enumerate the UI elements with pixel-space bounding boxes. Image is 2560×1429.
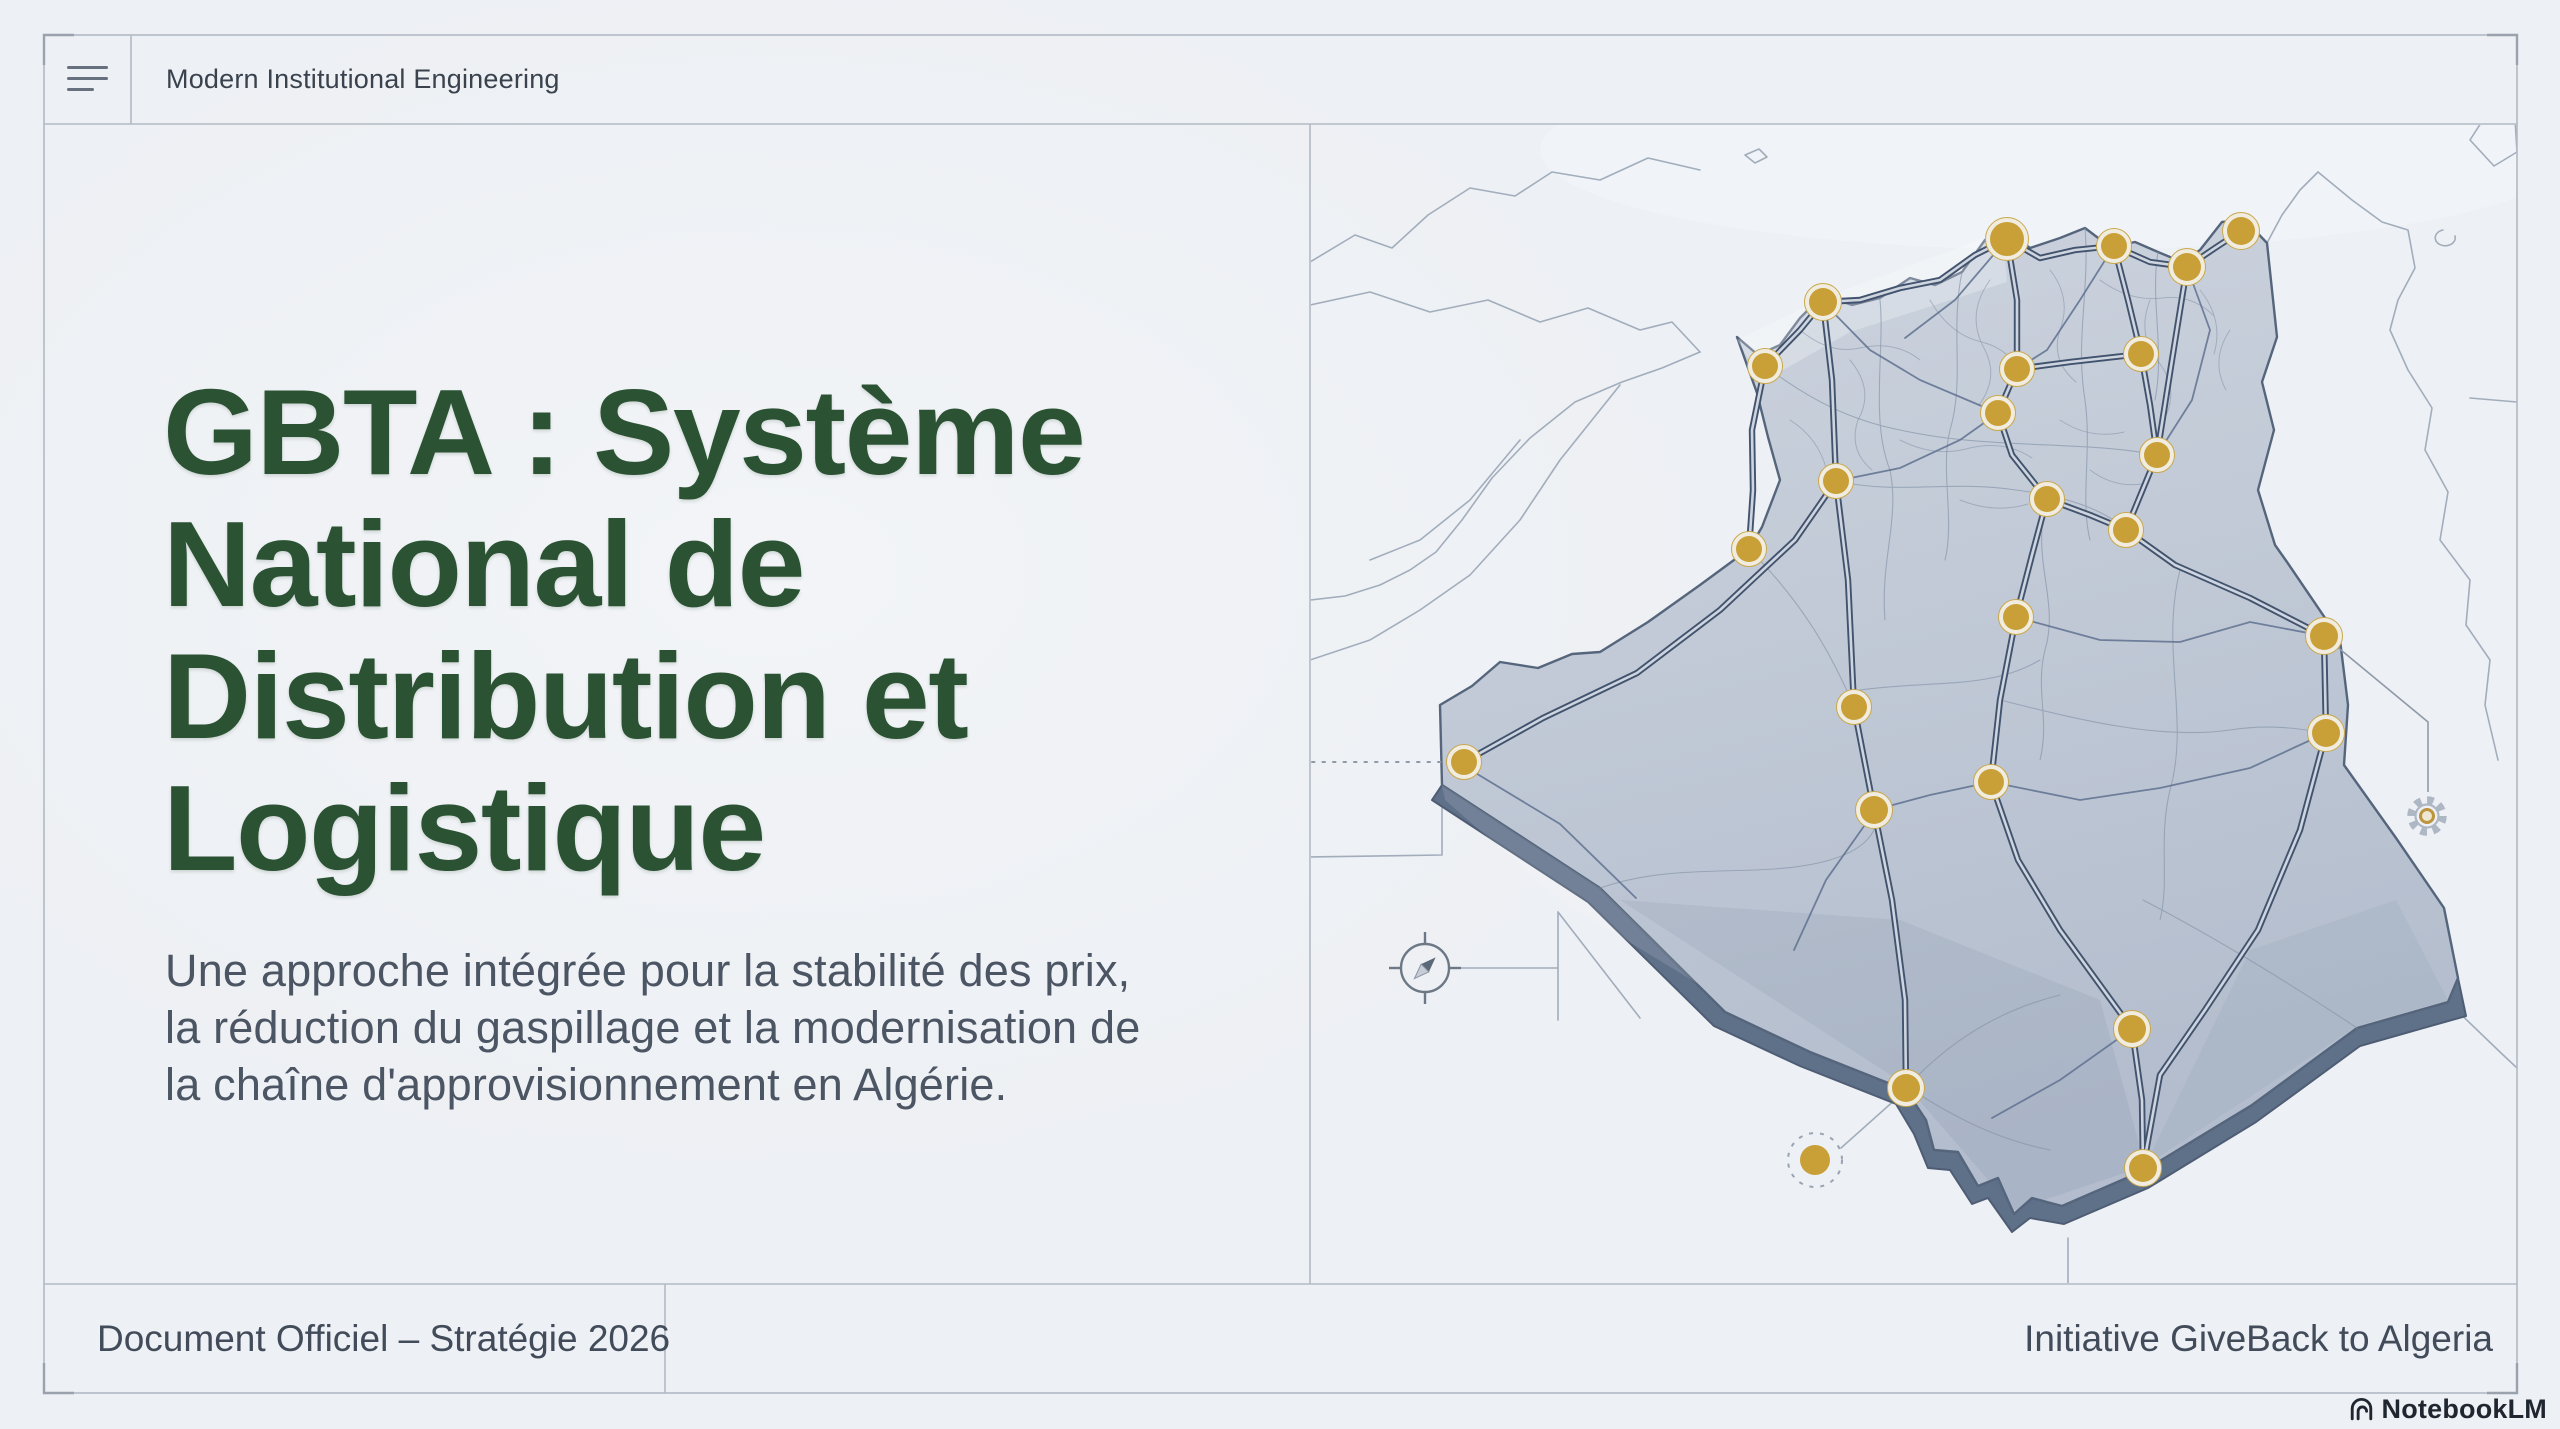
city-marker <box>1978 769 2004 795</box>
city-marker <box>1752 353 1778 379</box>
city-marker <box>2003 604 2029 630</box>
sea-highlight <box>1540 50 2560 250</box>
notebooklm-label: NotebookLM <box>2381 1394 2547 1424</box>
city-marker <box>1823 468 1849 494</box>
city-marker <box>2129 1154 2157 1182</box>
gear-icon <box>2411 800 2443 832</box>
city-marker <box>2312 719 2340 747</box>
header-brand-label: Modern Institutional Engineering <box>166 64 560 94</box>
city-marker <box>2004 356 2030 382</box>
city-marker <box>2113 517 2139 543</box>
slide-subtitle <box>165 942 1140 1113</box>
hamburger-menu-icon[interactable] <box>67 66 108 95</box>
city-marker <box>1985 400 2011 426</box>
title-line: GBTA : Système <box>163 364 1085 500</box>
city-marker <box>1841 694 1867 720</box>
city-marker <box>1736 536 1762 562</box>
city-marker <box>2101 233 2127 259</box>
notebooklm-logo-icon <box>2348 1396 2375 1423</box>
title-line: Logistique <box>163 760 765 896</box>
city-marker <box>2173 253 2201 281</box>
city-marker <box>1451 749 1477 775</box>
subtitle-line: la chaîne d'approvisionnement en Algérie. <box>165 1059 1008 1110</box>
highlighted-node <box>1788 1133 1842 1187</box>
city-marker <box>2227 217 2255 245</box>
subtitle-line: Une approche intégrée pour la stabilité des prix, <box>165 945 1131 996</box>
title-line: National de <box>163 496 805 632</box>
city-marker <box>2310 622 2338 650</box>
subtitle-line: la réduction du gaspillage et la modernisation de <box>165 1002 1141 1053</box>
notebooklm-watermark <box>2348 1394 2547 1425</box>
city-marker <box>2144 442 2170 468</box>
footer-initiative-label: Initiative GiveBack to Algeria <box>2024 1318 2493 1359</box>
city-marker <box>2034 486 2060 512</box>
city-marker <box>1892 1074 1920 1102</box>
city-marker <box>1860 796 1888 824</box>
title-line: Distribution et <box>163 628 968 764</box>
footer-document-label: Document Officiel – Stratégie 2026 <box>97 1318 671 1359</box>
city-marker <box>2118 1015 2146 1043</box>
compass-icon <box>1389 932 1461 1004</box>
map-canvas <box>1310 50 2560 1284</box>
city-marker <box>2128 341 2154 367</box>
slide-title <box>163 366 1084 894</box>
city-marker <box>1809 288 1837 316</box>
city-marker <box>1990 222 2024 256</box>
